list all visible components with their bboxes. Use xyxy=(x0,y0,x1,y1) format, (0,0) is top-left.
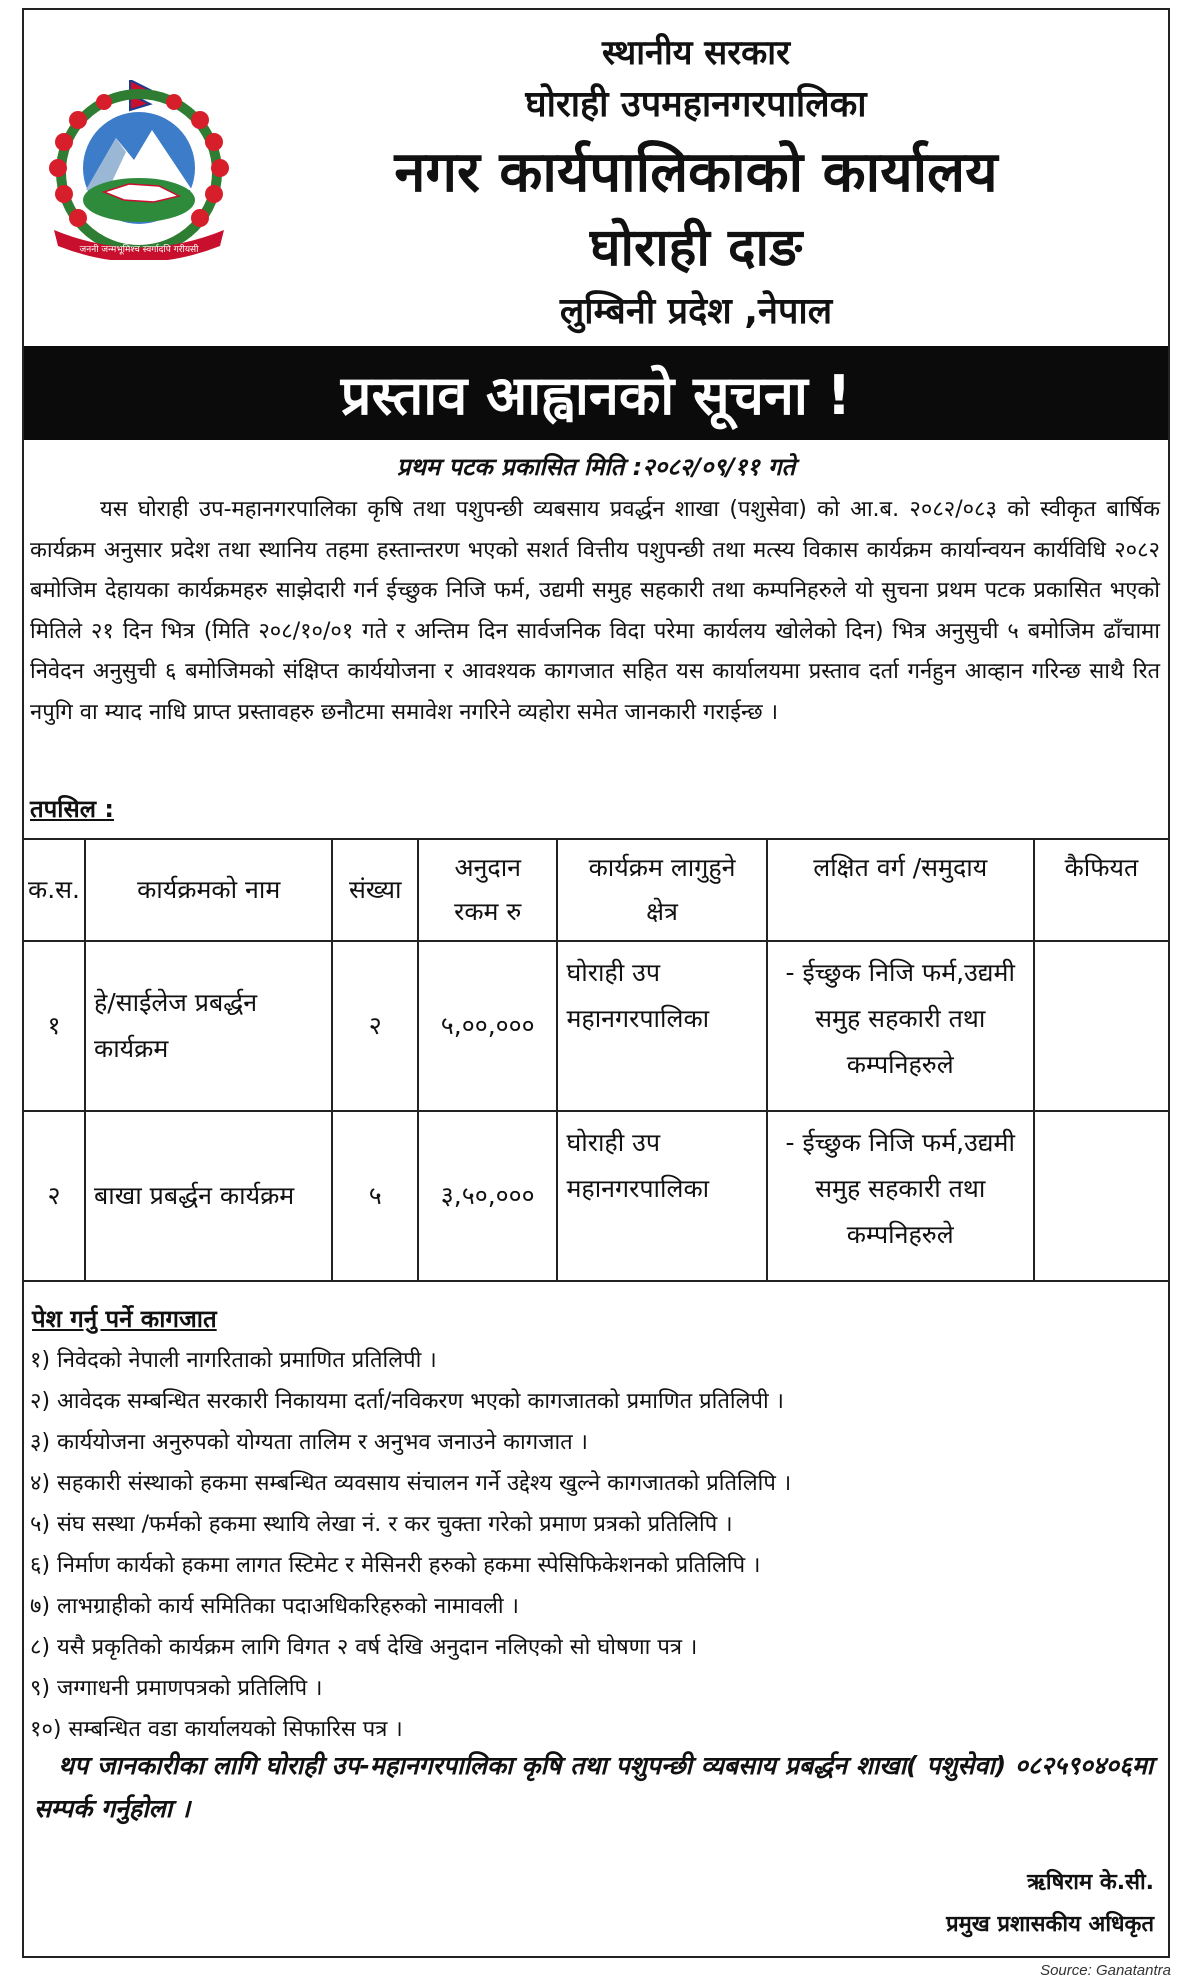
source-credit: Source: Ganatantra xyxy=(1040,1962,1171,1979)
cell-name-line2: कार्यक्रम xyxy=(94,1034,169,1063)
cell-area xyxy=(557,941,766,1111)
svg-text:जननी जन्मभूमिश्च स्वर्गादपि गर: जननी जन्मभूमिश्च स्वर्गादपि गरीयसी xyxy=(79,245,199,255)
col-header-amount xyxy=(418,839,557,941)
cell-sn: १ xyxy=(23,941,85,1111)
cell-sn: २ xyxy=(23,1111,85,1281)
list-item: ५) संघ सस्था /फर्मको हकमा स्थायि लेखा नं. र कर चुक्ता गरेको प्रमाण प्रत्रको प्रतिलिपि । xyxy=(30,1512,733,1537)
signatory-name: ऋषिराम के.सी. xyxy=(1027,1870,1154,1895)
cell-target-line3: कम्पनिहरुले xyxy=(846,1050,954,1079)
notice-page xyxy=(22,8,1170,1958)
cell-name xyxy=(85,941,332,1111)
list-item: ७) लाभग्राहीको कार्य समितिका पदाअधिकरिहरुको नामावली । xyxy=(30,1594,519,1619)
col-header-count: संख्या xyxy=(332,839,418,941)
cell-amount: ३,५०,००० xyxy=(418,1111,557,1281)
documents-list xyxy=(30,1340,1158,1750)
program-table xyxy=(22,838,1170,1282)
cell-target-line1: - ईच्छुक निजि फर्म,उद्यमी xyxy=(785,958,1015,987)
signature-block xyxy=(946,1862,1154,1946)
cell-remarks xyxy=(1034,1111,1169,1281)
list-item: ४) सहकारी संस्थाको हकमा सम्बन्धित व्यवसाय संचालन गर्ने उद्देश्य खुल्ने कागजातको प्रतिलिपि । xyxy=(30,1471,792,1496)
cell-amount: ५,००,००० xyxy=(418,941,557,1111)
list-item: २) आवेदक सम्बन्धित सरकारी निकायमा दर्ता/नविकरण भएको कागजातको प्रमाणित प्रतिलिपी । xyxy=(30,1389,785,1414)
col-header-target: लक्षित वर्ग /समुदाय xyxy=(767,839,1034,941)
cell-name-line1: हे/साईलेज प्रबर्द्धन xyxy=(94,988,258,1017)
list-item: १०) सम्बन्धित वडा कार्यालयको सिफारिस पत्र । xyxy=(30,1717,403,1742)
publication-date: प्रथम पटक प्रकासित मिति :२०८२/०९/११ गते xyxy=(396,453,796,481)
col-header-sn: क.स. xyxy=(23,839,85,941)
cell-area-line2: महानगरपालिका xyxy=(566,1004,710,1033)
cell-target xyxy=(767,1111,1034,1281)
cell-name xyxy=(85,1111,332,1281)
cell-target-line3: कम्पनिहरुले xyxy=(846,1220,954,1249)
list-item: १) निवेदको नेपाली नागरिताको प्रमाणित प्रतिलिपी । xyxy=(30,1348,437,1373)
cell-target xyxy=(767,941,1034,1111)
nepal-emblem-icon xyxy=(34,80,244,260)
header-province: लुम्बिनी प्रदेश ,नेपाल xyxy=(559,291,833,332)
cell-target-line2: समुह सहकारी तथा xyxy=(815,1174,986,1203)
header-local-government: स्थानीय सरकार xyxy=(601,33,791,73)
col-header-area-line2: क्षेत्र xyxy=(646,897,678,926)
col-header-area xyxy=(557,839,766,941)
col-header-amount-line1: अनुदान xyxy=(454,853,522,882)
cell-target-line1: - ईच्छुक निजि फर्म,उद्यमी xyxy=(785,1128,1015,1157)
table-row xyxy=(23,941,1169,1111)
cell-name-line1: बाखा प्रबर्द्धन कार्यक्रम xyxy=(94,1181,295,1210)
col-header-amount-line2: रकम रु xyxy=(454,897,522,926)
documents-title: पेश गर्नु पर्ने कागजात xyxy=(32,1305,217,1333)
list-item: ८) यसै प्रकृतिको कार्यक्रम लागि विगत २ वर्ष देखि अनुदान नलिएको सो घोषणा पत्र । xyxy=(30,1635,698,1660)
table-header-row xyxy=(23,839,1169,941)
notice-banner: प्रस्ताव आह्वानको सूचना ! xyxy=(24,346,1168,440)
list-item: ६) निर्माण कार्यको हकमा लागत स्टिमेट र मेसिनरी हरुको हकमा स्पेसिफिकेशनको प्रतिलिपि । xyxy=(30,1553,761,1578)
cell-area xyxy=(557,1111,766,1281)
list-item: ३) कार्ययोजना अनुरुपको योग्यता तालिम र अनुभव जनाउने कागजात । xyxy=(30,1430,589,1455)
cell-area-line1: घोराही उप xyxy=(566,958,661,987)
list-item: ९) जग्गाधनी प्रमाणपत्रको प्रतिलिपि । xyxy=(30,1676,323,1701)
notice-body: यस घोराही उप-महानगरपालिका कृषि तथा पशुपन्छी व्यबसाय प्रवर्द्धन शाखा (पशुसेवा) को आ.ब. २०८२/०८३ को स्वीकृत बार्षिक कार्यक्रम अनुसार प्रदेश तथा स्थानिय तहमा हस्तान्तरण भएको सशर्त वित्तीय पशुपन्छी तथा मत्स्य विकास कार्यक्रम कार्यान्वयन कार्यविधि २०८२ बमोजिम देहायका कार्यक्रमहरु साझेदारी गर्न ईच्छुक निजि फर्म, उद्यमी समुह सहकारी तथा कम्पनिहरुले यो सुचना प्रथम पटक प्रकासित भएको मितिले २१ दिन भित्र (मिति २०८/१०/०१ गते र अन्तिम दिन सार्वजनिक विदा परेमा कार्यलय खोलेको दिन) भित्र अनुसुची ५ बमोजिम ढाँचामा निवेदन अनुसुची ६ बमोजिमको संक्षिप्त कार्ययोजना र आवश्यक कागजात सहित यस कार्यालयमा प्रस्ताव दर्ता गर्नहुन आव्हान गरिन्छ साथै रित नपुगि वा म्याद नाधि प्राप्त प्रस्तावहरु छनौटमा समावेश नगरिने व्यहोरा समेत जानकारी गराईन्छ । xyxy=(30,497,1160,725)
cell-area-line2: महानगरपालिका xyxy=(566,1174,710,1203)
signatory-title: प्रमुख प्रशासकीय अधिकृत xyxy=(946,1912,1154,1937)
contact-info: थप जानकारीका लागि घोराही उप-महानगरपालिका कृषि तथा पशुपन्छी व्यबसाय प्रबर्द्धन शाखा( पशुसेवा) ०८२५९०४०६मा सम्पर्क गर्नुहोला । xyxy=(34,1751,1154,1823)
cell-target-line2: समुह सहकारी तथा xyxy=(815,1004,986,1033)
header-office: नगर कार्यपालिकाको कार्यालय xyxy=(394,140,998,205)
header-municipality: घोराही उपमहानगरपालिका xyxy=(525,84,867,125)
header-location: घोराही दाङ xyxy=(589,218,803,278)
table-row xyxy=(23,1111,1169,1281)
col-header-name: कार्यक्रमको नाम xyxy=(85,839,332,941)
cell-count: २ xyxy=(332,941,418,1111)
col-header-remarks: कैफियत xyxy=(1034,839,1169,941)
cell-remarks xyxy=(1034,941,1169,1111)
cell-area-line1: घोराही उप xyxy=(566,1128,661,1157)
details-label: तपसिल : xyxy=(30,795,114,823)
col-header-area-line1: कार्यक्रम लागुहुने xyxy=(588,853,736,882)
cell-count: ५ xyxy=(332,1111,418,1281)
